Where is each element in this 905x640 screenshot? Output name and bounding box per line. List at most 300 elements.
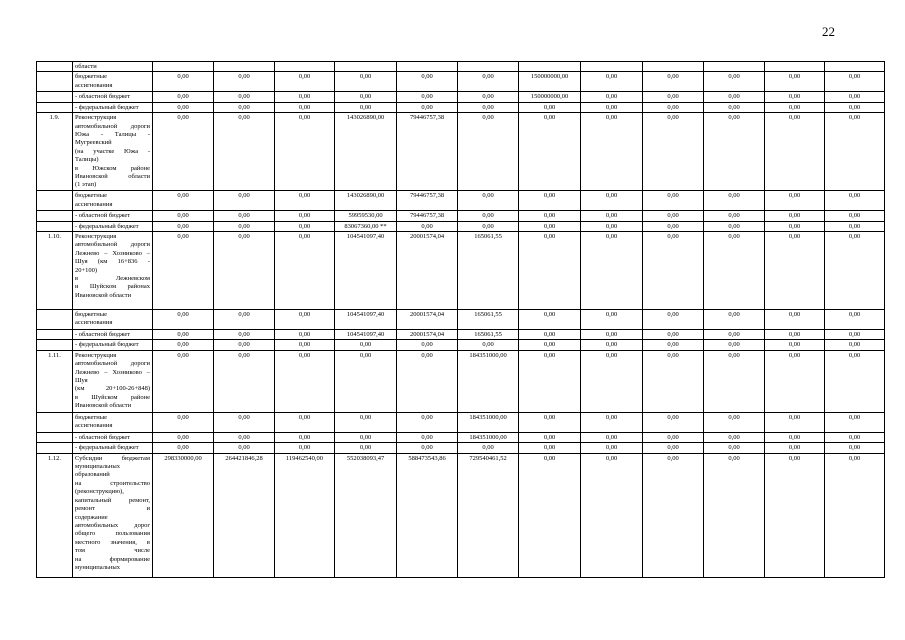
value-cell: 0,00	[275, 191, 335, 211]
value-cell: 0,00	[581, 211, 643, 221]
value-cell: 0,00	[153, 102, 214, 112]
value-cell: 0,00	[643, 443, 704, 453]
table-row	[37, 453, 885, 577]
row-name-line: ассигнования	[75, 319, 113, 327]
table-row	[37, 62, 885, 72]
value-cell: 0,00	[704, 412, 765, 432]
value-cell: 0,00	[643, 232, 704, 310]
row-number-cell	[37, 340, 73, 350]
row-number-cell	[37, 92, 73, 102]
value-cell: 0,00	[397, 340, 458, 350]
row-number-cell	[37, 62, 73, 72]
value-cell: 0,00	[825, 443, 885, 453]
row-number-cell	[37, 443, 73, 453]
row-name-line: Шуя (км 16+836 -	[75, 258, 150, 266]
value-cell: 0,00	[765, 443, 825, 453]
value-cell: 0,00	[765, 92, 825, 102]
value-cell: 0,00	[335, 92, 397, 102]
row-number-cell	[37, 432, 73, 442]
row-name-cell	[73, 340, 153, 350]
value-cell: 0,00	[704, 443, 765, 453]
value-cell: 0,00	[643, 211, 704, 221]
value-cell: 0,00	[153, 330, 214, 340]
value-cell: 0,00	[519, 412, 581, 432]
value-cell: 0,00	[704, 330, 765, 340]
value-cell: 0,00	[397, 432, 458, 442]
row-name-line: бюджетные	[75, 311, 108, 319]
row-name-cell	[73, 211, 153, 221]
value-cell: 0,00	[581, 232, 643, 310]
table-row	[37, 191, 885, 211]
table-row	[37, 92, 885, 102]
value-cell: 0,00	[643, 72, 704, 92]
value-cell: 0,00	[643, 432, 704, 442]
table-row	[37, 221, 885, 231]
value-cell: 0,00	[765, 221, 825, 231]
value-cell: 184351000,00	[458, 412, 519, 432]
value-cell: 0,00	[765, 211, 825, 221]
row-number-cell	[37, 211, 73, 221]
value-cell: 0,00	[275, 221, 335, 231]
value-cell: 0,00	[519, 102, 581, 112]
row-name-line: - федеральный бюджет	[75, 341, 139, 349]
value-cell: 0,00	[643, 350, 704, 412]
row-name-line: муниципальных	[75, 563, 121, 571]
table-row	[37, 412, 885, 432]
row-name-line: ремонт и	[75, 505, 150, 513]
value-cell: 0,00	[275, 340, 335, 350]
value-cell: 0,00	[214, 350, 275, 412]
row-number-cell	[37, 330, 73, 340]
table-row	[37, 350, 885, 412]
value-cell: 0,00	[704, 102, 765, 112]
table-row	[37, 330, 885, 340]
value-cell: 0,00	[825, 340, 885, 350]
value-cell: 0,00	[214, 92, 275, 102]
budget-table	[36, 61, 885, 578]
value-cell: 0,00	[214, 340, 275, 350]
value-cell	[581, 62, 643, 72]
value-cell: 0,00	[335, 102, 397, 112]
row-number-cell: 1.11.	[37, 350, 73, 412]
value-cell	[397, 62, 458, 72]
value-cell: 0,00	[519, 191, 581, 211]
value-cell: 0,00	[643, 340, 704, 350]
value-cell	[643, 62, 704, 72]
value-cell: 0,00	[214, 191, 275, 211]
row-name-line: Лежнево – Хозниково –	[75, 368, 150, 376]
value-cell: 0,00	[275, 412, 335, 432]
value-cell: 0,00	[643, 221, 704, 231]
value-cell: 0,00	[275, 72, 335, 92]
value-cell: 0,00	[335, 72, 397, 92]
value-cell: 0,00	[153, 350, 214, 412]
value-cell: 184351000,00	[458, 432, 519, 442]
row-name-line: Реконструкция	[75, 351, 117, 359]
value-cell: 184351000,00	[458, 350, 519, 412]
value-cell	[765, 62, 825, 72]
table-row	[37, 72, 885, 92]
value-cell: 0,00	[519, 113, 581, 191]
value-cell: 0,00	[825, 232, 885, 310]
row-name-cell	[73, 412, 153, 432]
row-name-line: области	[75, 63, 97, 70]
value-cell: 0,00	[825, 92, 885, 102]
value-cell: 79446757,38	[397, 113, 458, 191]
value-cell: 0,00	[519, 221, 581, 231]
value-cell: 104541097,40	[335, 310, 397, 330]
value-cell: 20001574,04	[397, 232, 458, 310]
table-row	[37, 211, 885, 221]
row-name-line: ассигнования	[75, 200, 113, 208]
row-name-line: на строительство	[75, 479, 150, 487]
value-cell: 0,00	[581, 102, 643, 112]
value-cell: 0,00	[765, 72, 825, 92]
value-cell: 0,00	[643, 330, 704, 340]
row-name-line: (на участке Южа -	[75, 147, 150, 155]
value-cell: 0,00	[704, 72, 765, 92]
value-cell: 0,00	[397, 221, 458, 231]
row-name-line: Мугреевский	[75, 139, 112, 147]
value-cell: 0,00	[825, 211, 885, 221]
value-cell: 0,00	[153, 221, 214, 231]
value-cell: 0,00	[519, 443, 581, 453]
value-cell: 0,00	[275, 443, 335, 453]
value-cell: 0,00	[825, 72, 885, 92]
row-number-cell	[37, 412, 73, 432]
value-cell: 0,00	[765, 330, 825, 340]
row-name-line: Субсидии бюджетам	[75, 454, 150, 462]
table-row	[37, 443, 885, 453]
value-cell: 0,00	[397, 102, 458, 112]
value-cell	[458, 62, 519, 72]
value-cell: 0,00	[643, 453, 704, 577]
value-cell: 0,00	[519, 310, 581, 330]
value-cell: 0,00	[397, 92, 458, 102]
value-cell: 0,00	[214, 432, 275, 442]
value-cell: 0,00	[704, 92, 765, 102]
value-cell: 0,00	[825, 310, 885, 330]
value-cell: 0,00	[704, 432, 765, 442]
value-cell: 0,00	[825, 432, 885, 442]
value-cell: 0,00	[153, 232, 214, 310]
row-name-line: в Лежневском	[75, 275, 150, 283]
row-name-line: Лежнево – Хозниково –	[75, 249, 150, 257]
row-name-line: ассигнования	[75, 422, 113, 430]
value-cell: 0,00	[214, 211, 275, 221]
row-name-cell	[73, 350, 153, 412]
value-cell: 150000000,00	[519, 92, 581, 102]
value-cell: 729540461,52	[458, 453, 519, 577]
value-cell: 0,00	[825, 102, 885, 112]
value-cell: 0,00	[581, 340, 643, 350]
value-cell: 552038093,47	[335, 453, 397, 577]
row-name-line: - федеральный бюджет	[75, 222, 139, 230]
value-cell: 0,00	[765, 412, 825, 432]
value-cell: 0,00	[765, 232, 825, 310]
value-cell: 0,00	[458, 211, 519, 221]
value-cell: 588473543,86	[397, 453, 458, 577]
value-cell: 165061,55	[458, 310, 519, 330]
value-cell	[153, 62, 214, 72]
value-cell: 0,00	[519, 232, 581, 310]
value-cell: 0,00	[643, 191, 704, 211]
row-name-line: в Шуйском районе	[75, 393, 150, 401]
value-cell: 0,00	[335, 350, 397, 412]
value-cell: 0,00	[275, 432, 335, 442]
table-row	[37, 232, 885, 310]
value-cell: 0,00	[765, 102, 825, 112]
row-name-line: бюджетные	[75, 192, 108, 200]
value-cell: 0,00	[397, 72, 458, 92]
row-number-cell	[37, 221, 73, 231]
value-cell: 0,00	[825, 221, 885, 231]
value-cell: 143026890,00	[335, 191, 397, 211]
value-cell: 0,00	[397, 443, 458, 453]
value-cell: 0,00	[643, 102, 704, 112]
row-name-line: Реконструкция	[75, 114, 117, 122]
value-cell: 0,00	[581, 453, 643, 577]
value-cell: 264421846,28	[214, 453, 275, 577]
row-name-line: муниципальных	[75, 463, 121, 471]
value-cell: 0,00	[581, 92, 643, 102]
value-cell: 0,00	[765, 432, 825, 442]
table-row	[37, 102, 885, 112]
value-cell: 79446757,38	[397, 191, 458, 211]
row-name-line: 20+100)	[75, 266, 98, 274]
row-name-line: (км 20+100-26+848)	[75, 385, 150, 393]
row-name-line: бюджетные	[75, 73, 108, 81]
row-name-line: - областной бюджет	[75, 433, 131, 441]
value-cell: 119462540,00	[275, 453, 335, 577]
value-cell: 0,00	[581, 72, 643, 92]
value-cell: 0,00	[214, 102, 275, 112]
value-cell: 0,00	[275, 211, 335, 221]
row-name-line: бюджетные	[75, 413, 108, 421]
value-cell	[335, 62, 397, 72]
value-cell: 0,00	[275, 310, 335, 330]
row-name-line: Южа - Талицы -	[75, 131, 150, 139]
value-cell: 20001574,04	[397, 330, 458, 340]
value-cell: 0,00	[581, 221, 643, 231]
row-name-line: - областной бюджет	[75, 331, 131, 339]
value-cell: 0,00	[458, 443, 519, 453]
row-name-line: Шуя	[75, 377, 88, 385]
value-cell: 298330000,00	[153, 453, 214, 577]
value-cell: 0,00	[825, 453, 885, 577]
value-cell: 0,00	[704, 211, 765, 221]
value-cell: 0,00	[825, 191, 885, 211]
value-cell	[214, 62, 275, 72]
value-cell: 0,00	[397, 412, 458, 432]
value-cell: 0,00	[643, 92, 704, 102]
value-cell: 0,00	[643, 310, 704, 330]
value-cell: 79446757,38	[397, 211, 458, 221]
value-cell: 0,00	[397, 350, 458, 412]
value-cell: 0,00	[214, 221, 275, 231]
value-cell: 165061,55	[458, 330, 519, 340]
table-row	[37, 113, 885, 191]
row-name-line: Ивановской области	[75, 173, 150, 181]
value-cell: 0,00	[825, 412, 885, 432]
value-cell: 0,00	[704, 340, 765, 350]
value-cell: 0,00	[335, 443, 397, 453]
value-cell	[704, 62, 765, 72]
value-cell: 0,00	[765, 191, 825, 211]
value-cell: 83067360,00 **	[335, 221, 397, 231]
value-cell: 0,00	[581, 350, 643, 412]
value-cell: 0,00	[458, 340, 519, 350]
value-cell: 0,00	[519, 432, 581, 442]
value-cell: 0,00	[153, 72, 214, 92]
value-cell: 0,00	[825, 330, 885, 340]
value-cell: 0,00	[275, 232, 335, 310]
row-name-line: - федеральный бюджет	[75, 444, 139, 452]
row-number-cell	[37, 310, 73, 330]
value-cell: 0,00	[335, 340, 397, 350]
row-name-cell	[73, 232, 153, 310]
value-cell: 20001574,04	[397, 310, 458, 330]
value-cell: 0,00	[153, 191, 214, 211]
row-name-line: местного значения, в	[75, 538, 150, 546]
row-name-line: (реконструкцию),	[75, 488, 124, 496]
value-cell: 104541097,40	[335, 232, 397, 310]
value-cell: 0,00	[765, 113, 825, 191]
value-cell: 0,00	[458, 221, 519, 231]
value-cell: 0,00	[704, 453, 765, 577]
row-number-cell: 1.9.	[37, 113, 73, 191]
value-cell: 0,00	[519, 453, 581, 577]
row-name-cell	[73, 330, 153, 340]
value-cell: 0,00	[581, 113, 643, 191]
value-cell: 0,00	[704, 191, 765, 211]
page-number: 22	[822, 24, 835, 39]
row-name-line: (1 этап)	[75, 181, 97, 189]
value-cell: 0,00	[458, 72, 519, 92]
row-name-cell	[73, 221, 153, 231]
value-cell: 0,00	[214, 412, 275, 432]
value-cell: 0,00	[458, 191, 519, 211]
value-cell: 0,00	[153, 432, 214, 442]
value-cell: 0,00	[581, 310, 643, 330]
value-cell: 0,00	[275, 350, 335, 412]
row-name-line: автомобильных дорог	[75, 521, 150, 529]
row-name-line: в Южском районе	[75, 164, 150, 172]
row-name-line: автомобильной дороги	[75, 122, 150, 130]
row-number-cell	[37, 72, 73, 92]
value-cell: 0,00	[765, 340, 825, 350]
value-cell: 0,00	[765, 310, 825, 330]
table-row	[37, 310, 885, 330]
row-number-cell	[37, 102, 73, 112]
value-cell: 150000000,00	[519, 72, 581, 92]
value-cell: 0,00	[335, 412, 397, 432]
value-cell: 0,00	[153, 113, 214, 191]
row-name-line: - федеральный бюджет	[75, 103, 139, 111]
value-cell: 143026890,00	[335, 113, 397, 191]
value-cell: 0,00	[458, 102, 519, 112]
value-cell: 0,00	[765, 350, 825, 412]
row-name-line: Реконструкция	[75, 233, 117, 241]
value-cell: 0,00	[275, 330, 335, 340]
value-cell: 0,00	[519, 350, 581, 412]
value-cell: 0,00	[704, 113, 765, 191]
value-cell: 0,00	[275, 102, 335, 112]
value-cell: 0,00	[214, 330, 275, 340]
value-cell: 0,00	[458, 92, 519, 102]
value-cell: 0,00	[458, 113, 519, 191]
value-cell: 0,00	[153, 443, 214, 453]
value-cell: 0,00	[581, 191, 643, 211]
value-cell: 0,00	[581, 432, 643, 442]
value-cell: 0,00	[581, 412, 643, 432]
row-name-line: капитальный ремонт,	[75, 496, 150, 504]
value-cell: 0,00	[214, 232, 275, 310]
value-cell: 0,00	[704, 350, 765, 412]
row-name-cell	[73, 432, 153, 442]
row-name-line: автомобильной дороги	[75, 360, 150, 368]
value-cell: 0,00	[519, 211, 581, 221]
row-number-cell: 1.10.	[37, 232, 73, 310]
value-cell: 0,00	[214, 72, 275, 92]
value-cell: 0,00	[581, 330, 643, 340]
row-name-cell	[73, 453, 153, 577]
row-name-line: том числе	[75, 547, 150, 555]
value-cell: 59959530,00	[335, 211, 397, 221]
row-name-cell	[73, 113, 153, 191]
row-name-line: Ивановской области	[75, 402, 132, 410]
row-name-line: Талицы)	[75, 156, 99, 164]
table-row	[37, 432, 885, 442]
value-cell: 0,00	[519, 340, 581, 350]
table-row	[37, 340, 885, 350]
value-cell: 0,00	[275, 92, 335, 102]
value-cell: 0,00	[153, 211, 214, 221]
row-name-line: на формирование	[75, 555, 150, 563]
row-name-cell	[73, 443, 153, 453]
value-cell: 0,00	[335, 432, 397, 442]
row-name-cell	[73, 92, 153, 102]
row-name-line: - областной бюджет	[75, 93, 131, 101]
row-name-line: содержание	[75, 513, 108, 521]
value-cell	[825, 62, 885, 72]
row-name-line: Ивановской области	[75, 291, 132, 299]
row-name-line: - областной бюджет	[75, 212, 131, 220]
value-cell: 0,00	[825, 113, 885, 191]
value-cell: 0,00	[153, 412, 214, 432]
row-name-line: и Шуйском районах	[75, 283, 150, 291]
row-name-line: общего пользования	[75, 530, 150, 538]
row-name-line: ассигнования	[75, 81, 113, 89]
value-cell: 0,00	[214, 113, 275, 191]
value-cell: 0,00	[214, 310, 275, 330]
value-cell: 0,00	[153, 92, 214, 102]
value-cell	[519, 62, 581, 72]
row-number-cell	[37, 191, 73, 211]
value-cell: 0,00	[214, 443, 275, 453]
row-name-cell	[73, 62, 153, 72]
value-cell: 0,00	[704, 232, 765, 310]
value-cell: 0,00	[765, 453, 825, 577]
value-cell: 0,00	[153, 340, 214, 350]
value-cell: 0,00	[643, 113, 704, 191]
row-name-line: автомобильной дороги	[75, 241, 150, 249]
value-cell: 0,00	[275, 113, 335, 191]
row-name-cell	[73, 102, 153, 112]
value-cell	[275, 62, 335, 72]
value-cell: 0,00	[704, 221, 765, 231]
row-name-line: образований	[75, 471, 110, 479]
